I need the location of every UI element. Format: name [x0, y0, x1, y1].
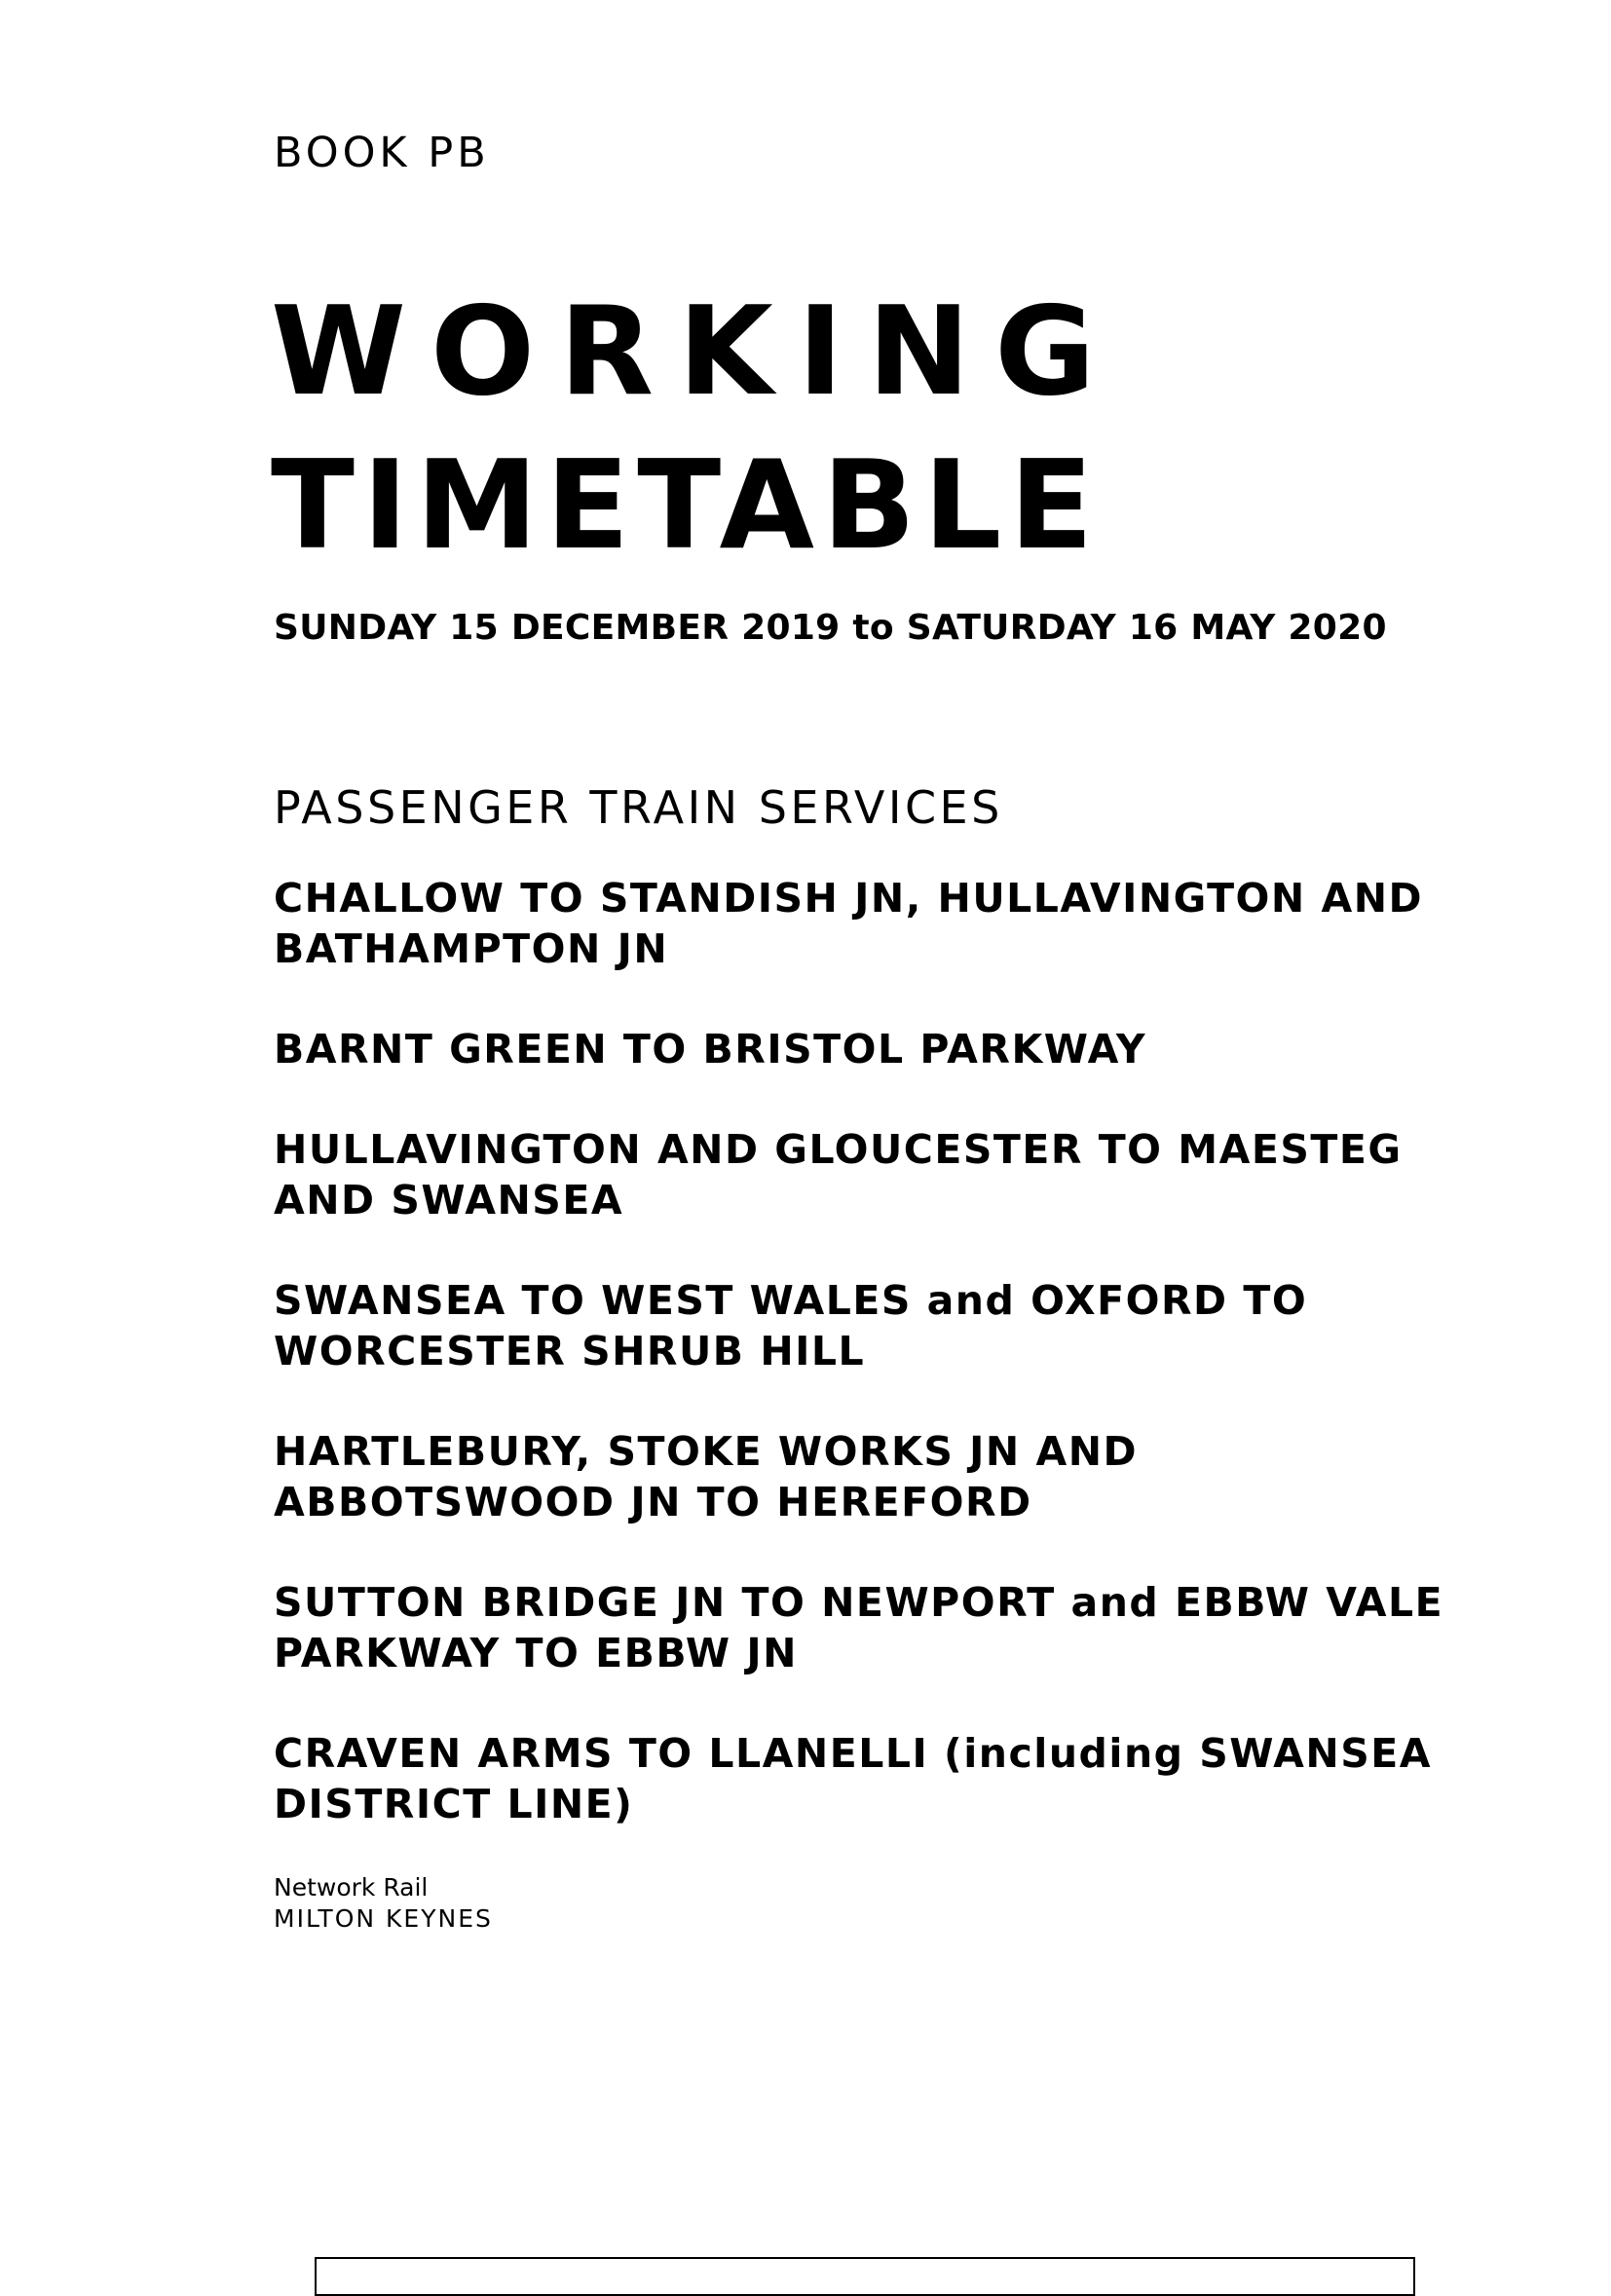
book-label: BOOK PB — [274, 129, 490, 177]
route-line: BATHAMPTON JN — [274, 925, 669, 972]
route-item — [274, 1577, 1444, 1678]
title-line-1: WORKING — [271, 280, 1120, 423]
route-line: ABBOTSWOOD JN TO HEREFORD — [274, 1479, 1032, 1525]
footer-box — [315, 2257, 1415, 2296]
route-line: SUTTON BRIDGE JN TO NEWPORT and EBBW VALE — [274, 1579, 1444, 1626]
route-line: BARNT GREEN TO BRISTOL PARKWAY — [274, 1026, 1147, 1073]
route-item — [274, 1124, 1403, 1225]
route-line: DISTRICT LINE) — [274, 1781, 634, 1827]
route-item — [274, 1275, 1394, 1376]
route-line: AND SWANSEA — [274, 1177, 624, 1223]
publisher-location: MILTON KEYNES — [274, 1904, 493, 1933]
section-heading: PASSENGER TRAIN SERVICES — [274, 781, 1003, 834]
route-line: WORCESTER SHRUB HILL — [274, 1328, 866, 1374]
route-item — [274, 1426, 1394, 1527]
route-item — [274, 1024, 1394, 1074]
route-line: PARKWAY TO EBBW JN — [274, 1630, 798, 1676]
route-line: CHALLOW TO STANDISH JN, HULLAVINGTON AND — [274, 875, 1424, 922]
route-line: HULLAVINGTON AND GLOUCESTER TO MAESTEG — [274, 1126, 1403, 1173]
route-item — [274, 873, 1424, 974]
route-list — [274, 873, 1444, 1879]
publisher-name: Network Rail — [274, 1873, 429, 1901]
publisher-block — [274, 1872, 493, 1935]
route-line: HARTLEBURY, STOKE WORKS JN AND — [274, 1428, 1139, 1475]
date-range: SUNDAY 15 DECEMBER 2019 to SATURDAY 16 MAY 2020 — [274, 608, 1387, 648]
route-line: CRAVEN ARMS TO LLANELLI (including SWANSEA — [274, 1730, 1432, 1777]
title-line-2: TIMETABLE — [271, 433, 1102, 577]
route-line: SWANSEA TO WEST WALES and OXFORD TO — [274, 1277, 1308, 1324]
route-item — [274, 1728, 1432, 1829]
document-title — [271, 275, 1120, 583]
